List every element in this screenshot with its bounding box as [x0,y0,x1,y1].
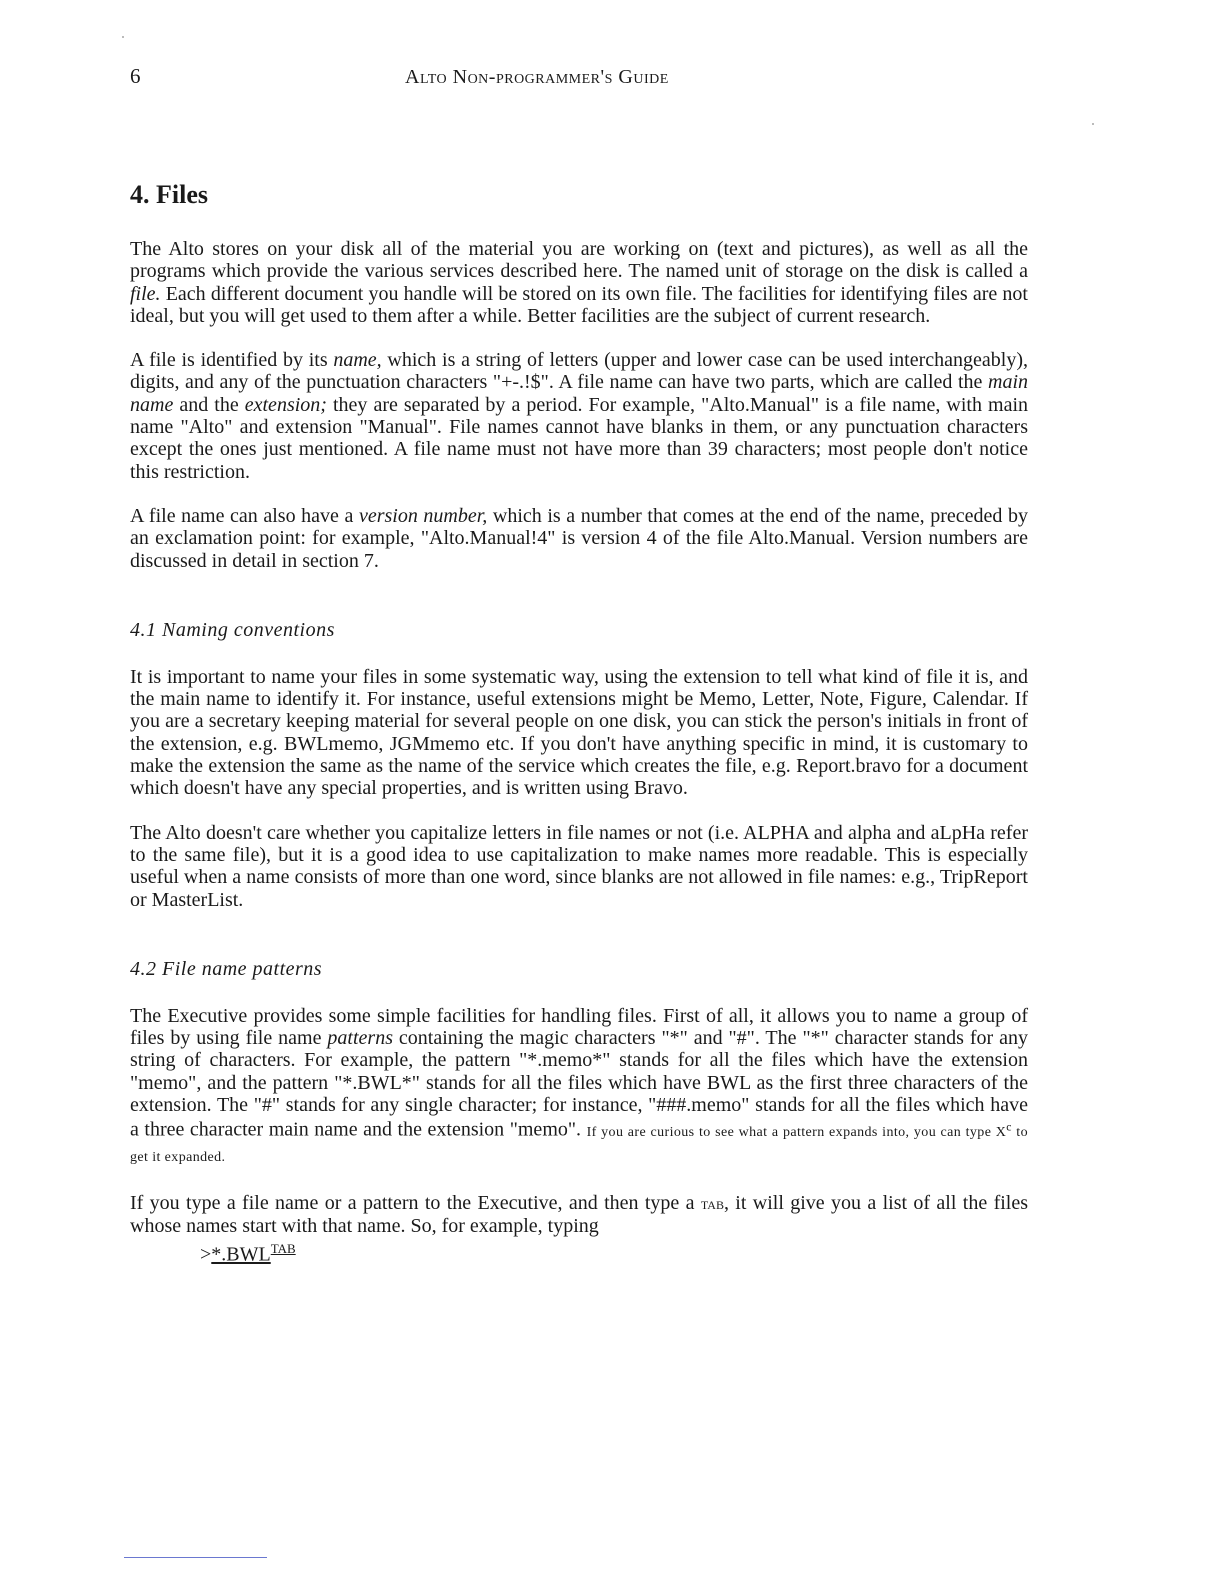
page-number: 6 [130,64,141,88]
paragraph [130,349,1028,483]
text-run: Each different document you handle will be stored on its own file. The facilities for identifying files are not ideal, but you will get used to them after a while. Better facilities are the subject of current research. [130,282,1028,327]
text-run: A file name can also have a [130,504,359,527]
key-name: tab [700,1193,724,1213]
text-run: The Alto stores on your disk all of the material you are working on (text and pictures), as well as all the programs which provide the various services described here. The named unit of storage on the disk is called a [130,238,1028,283]
example-command [200,1237,1028,1267]
superscript: c [1006,1120,1012,1134]
paragraph: It is important to name your files in some systematic way, using the extension to tell what kind of file it is, and the main name to identify it. For instance, useful extensions might be Memo, Letter, Note, Figure, Calendar. If you are a secretary keeping material for several people on one disk, you can stick the person's initials in front of the extension, e.g. BWLmemo, JGMmemo etc. If you don't have anything specific in mind, it is customary to make the extension the same as the name of the service which creates the file, e.g. Report.bravo for a document which doesn't have any special properties, and is written using Bravo. [130,665,1028,800]
footnote-rule [124,1557,267,1558]
paragraph: The Alto doesn't care whether you capitalize letters in file names or not (i.e. ALPHA and alpha and aLpHa refer to the same file), but it is a good idea to use capitalization to make names more readable. This is especially useful when a name consists of more than one word, since blanks are not allowed in file names: e.g., TripReport or MasterList. [130,821,1028,911]
text-run: and the [173,393,245,416]
running-head: Alto Non-programmer's Guide [405,66,669,88]
text-run: which is a string of letters (upper and lower case can be used interchangeably), digits, and any of the punctuation characters "+-.!$". A file name can have two parts, which are called the [130,349,1028,394]
text-run: If you are curious to see what a pattern expands into, you can type X [586,1124,1007,1140]
paragraph [130,505,1028,572]
paragraph [130,1192,1028,1238]
text-run: , it will give you a list of all the files whose names start with that name. So, for example, typing [130,1191,1029,1237]
page-body [130,178,1028,1267]
text-run: which is a number that comes at the end of the name, preceded by an exclamation point: for example, "Alto.Manual!4" is version 4 of the file Alto.Manual. Version numbers are discussed in detail in section 7. [130,504,1029,572]
emphasis: name, [333,349,382,372]
section-title: 4. Files [130,180,208,209]
text-run: they are separated by a period. For example, "Alto.Manual" is a file name, with main name "Alto" and extension "Manual". File names cannot have blanks in them, or any punctuation characters except the ones just mentioned. A file name must not have more than 39 characters; most people don't notice this restriction. [130,393,1029,483]
emphasis: patterns [327,1027,393,1050]
emphasis: version number, [358,504,488,527]
emphasis: file. [130,282,161,305]
text-run: A file is identified by its [130,349,334,372]
paragraph [130,238,1028,327]
text-run: to get it expanded. [130,1124,1028,1166]
scan-speck [122,36,124,38]
scan-speck [1092,123,1094,125]
subsection-title: 4.2 File name patterns [130,957,323,980]
key-superscript: TAB [270,1241,296,1257]
text-run: containing the magic characters "*" and "#". The "*" character stands for any string of characters. For example, the pattern "*.memo*" stands for all the files which have the extension "memo", and the pattern "*.BWL*" stands for all the files which have BWL as the first three characters of the extension. The "#" stands for any single character; for instance, "###.memo" stands for all the files which have a three character main name and the extension "memo". [130,1027,1028,1141]
paragraph [130,1005,1028,1170]
emphasis: main name [130,371,1028,416]
text-run: The Executive provides some simple facilities for handling files. First of all, it allows you to name a group of files by using file name [130,1004,1028,1050]
emphasis: extension; [244,393,327,416]
text-run: If you type a file name or a pattern to the Executive, and then type a [130,1191,701,1214]
prompt-char: > [200,1243,212,1266]
subsection-title: 4.1 Naming conventions [130,618,335,641]
typed-pattern: *.BWL [211,1243,271,1266]
